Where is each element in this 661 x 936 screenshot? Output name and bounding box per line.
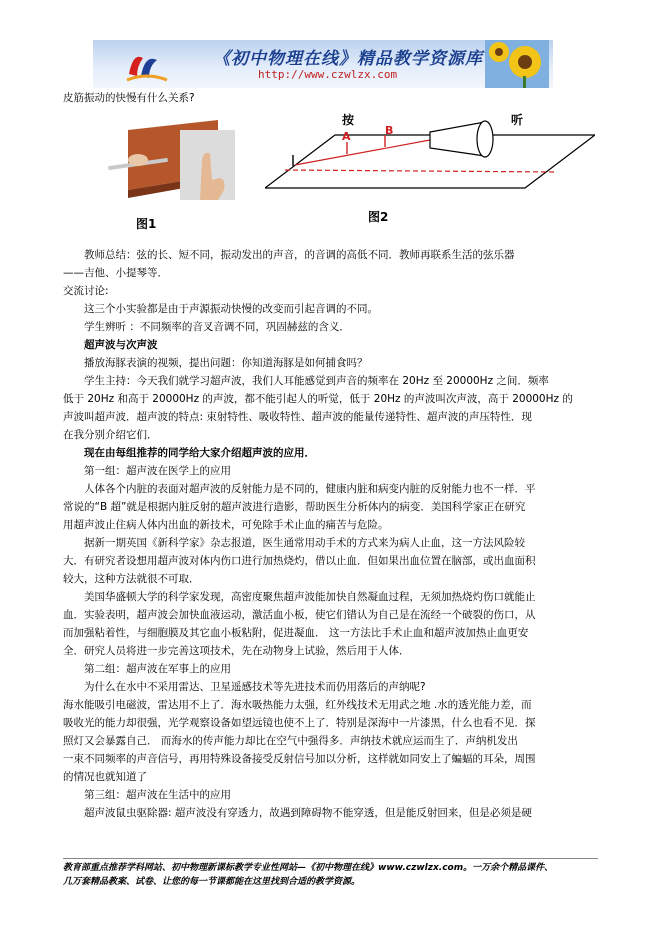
banner-title: 《初中物理在线》精品教学资源库 (213, 49, 483, 69)
footer-line: 几万套精品教案、试卷、让您的每一节课都能在这里找到合适的教学资源。 (63, 877, 361, 887)
group-heading: 第一组：超声波在医学上的应用 (84, 465, 231, 477)
footer-divider (63, 858, 598, 859)
intro-line: 皮筋振动的快慢有什么关系? (63, 92, 195, 104)
paragraph-line: 人体各个内脏的表面对超声波的反射能力是不同的，健康内脏和病变内脏的反射能力也不一样．平 (84, 483, 536, 495)
paragraph-line: 吸收光的能力却很强，光学观察设备如望远镜也使不上了．特别是深海中一片漆黑，什么也看不见．探 (63, 717, 536, 729)
paragraph-line: 全．研究人员将进一步完善这项技术，先在动物身上试验，然后用于人体． (63, 645, 410, 657)
paragraph-line: 学生主持：今天我们就学习超声波，我们人耳能感觉到声音的频率在 20Hz 至 20000Hz 之间．频率 (84, 375, 549, 387)
paragraph-line: 一束不同频率的声音信号，再用特殊设备接受反射信号加以分析，这样就如同安上了蝙蝠的耳朵，周围 (63, 753, 536, 765)
paragraph-line: ——吉他、小提琴等． (63, 267, 168, 279)
paragraph-line: 这三个小实验都是由于声源振动快慢的改变而引起音调的不同。 (84, 303, 378, 315)
paragraph-line: 美国华盛顿大学的科学家发现，高密度聚焦超声波能加快自然凝血过程，无须加热烧灼伤口就能止 (84, 591, 536, 603)
footer-line: 教育部重点推荐学科网站、初中物理新课标教学专业性网站—《初中物理在线》www.czwlzx.com。一万余个精品课件、 (63, 863, 554, 873)
paragraph-line: 的情况也就知道了 (63, 771, 147, 783)
paragraph-line: 声波叫超声波．超声波的特点: 束射特性、吸收特性、超声波的能量传递特性、超声波的声压特性．现 (63, 411, 532, 423)
section-heading: 现在由每组推荐的同学给大家介绍超声波的应用． (84, 447, 315, 459)
paragraph-line: 教师总结：弦的长、短不同，振动发出的声音，的音调的高低不同．教师再联系生活的弦乐器 (84, 249, 515, 261)
site-banner (93, 40, 553, 88)
paragraph-line: 在我分别介绍它们． (63, 429, 158, 441)
figure2-caption: 图2 (368, 210, 389, 224)
paragraph-line: 据新一期英国《新科学家》杂志报道，医生通常用动手术的方式来为病人止血，这一方法风险较 (84, 537, 525, 549)
label-a: A (342, 130, 351, 143)
site-logo (123, 44, 169, 84)
label-press: 按 (342, 113, 355, 127)
group-heading: 第三组：超声波在生活中的应用 (84, 789, 231, 801)
paragraph-line: 较大，这种方法就很不可取． (63, 573, 200, 585)
banner-url[interactable]: http://www.czwlzx.com (258, 68, 398, 81)
figure1-caption: 图1 (136, 217, 157, 231)
paragraph-line: 超声波鼠虫驱除器: 超声波没有穿透力，故遇到障碍物不能穿透，但是能反射回来，但是必须是硬 (84, 807, 532, 819)
paragraph-line: 为什么在水中不采用雷达、卫星遥感技术等先进技术而仍用落后的声纳呢? (84, 681, 426, 693)
sunflower-image (485, 40, 549, 88)
paragraph-line: 交流讨论: (63, 285, 109, 297)
paragraph-line: 用超声波止住病人体内出血的新技术，可免除手术止血的痛苦与危险。 (63, 519, 389, 531)
figure2-diagram (265, 110, 595, 215)
paragraph-line: 学生辨听 ：不同频率的音叉音调不同，巩固赫兹的含义． (84, 321, 350, 333)
paragraph-line: 低于 20Hz 和高于 20000Hz 的声波，都不能引起人的听觉，低于 20Hz 的声波叫次声波，高于 20000Hz 的 (63, 393, 573, 405)
label-b: B (385, 124, 394, 137)
paragraph-line: 照灯又会暴露自己． 而海水的传声能力却比在空气中强得多．声纳技术就应运而生了．声纳机发出 (63, 735, 518, 747)
paragraph-line: 大．有研究者设想用超声波对体内伤口进行加热烧灼，借以止血．但如果出血位置在脑部，或出血面积 (63, 555, 536, 567)
section-heading: 超声波与次声波 (84, 339, 158, 351)
figure1-hand (180, 130, 235, 200)
paragraph-line: 海水能吸引电磁波，雷达用不上了．海水吸热能力太强，红外线技术无用武之地 .水的透光能力差，而 (63, 699, 532, 711)
paragraph-line: 而加强粘着性，与细胞膜及其它血小板粘附，促进凝血． 这一方法比手术止血和超声波加热止血更安 (63, 627, 529, 639)
paragraph-line: 常说的“B 超”就是根据内脏反射的超声波进行造影，帮助医生分析体内的病变．美国科学家正在研究 (63, 501, 526, 513)
paragraph-line: 血．实验表明，超声波会加快血液运动，激活血小板，使它们错认为自己是在流经一个破裂的伤口，从 (63, 609, 536, 621)
paragraph-line: 播放海豚表演的视频，提出问题：你知道海豚是如何捕食吗？ (84, 357, 368, 369)
label-listen: 听 (511, 113, 524, 127)
group-heading: 第二组：超声波在军事上的应用 (84, 663, 231, 675)
